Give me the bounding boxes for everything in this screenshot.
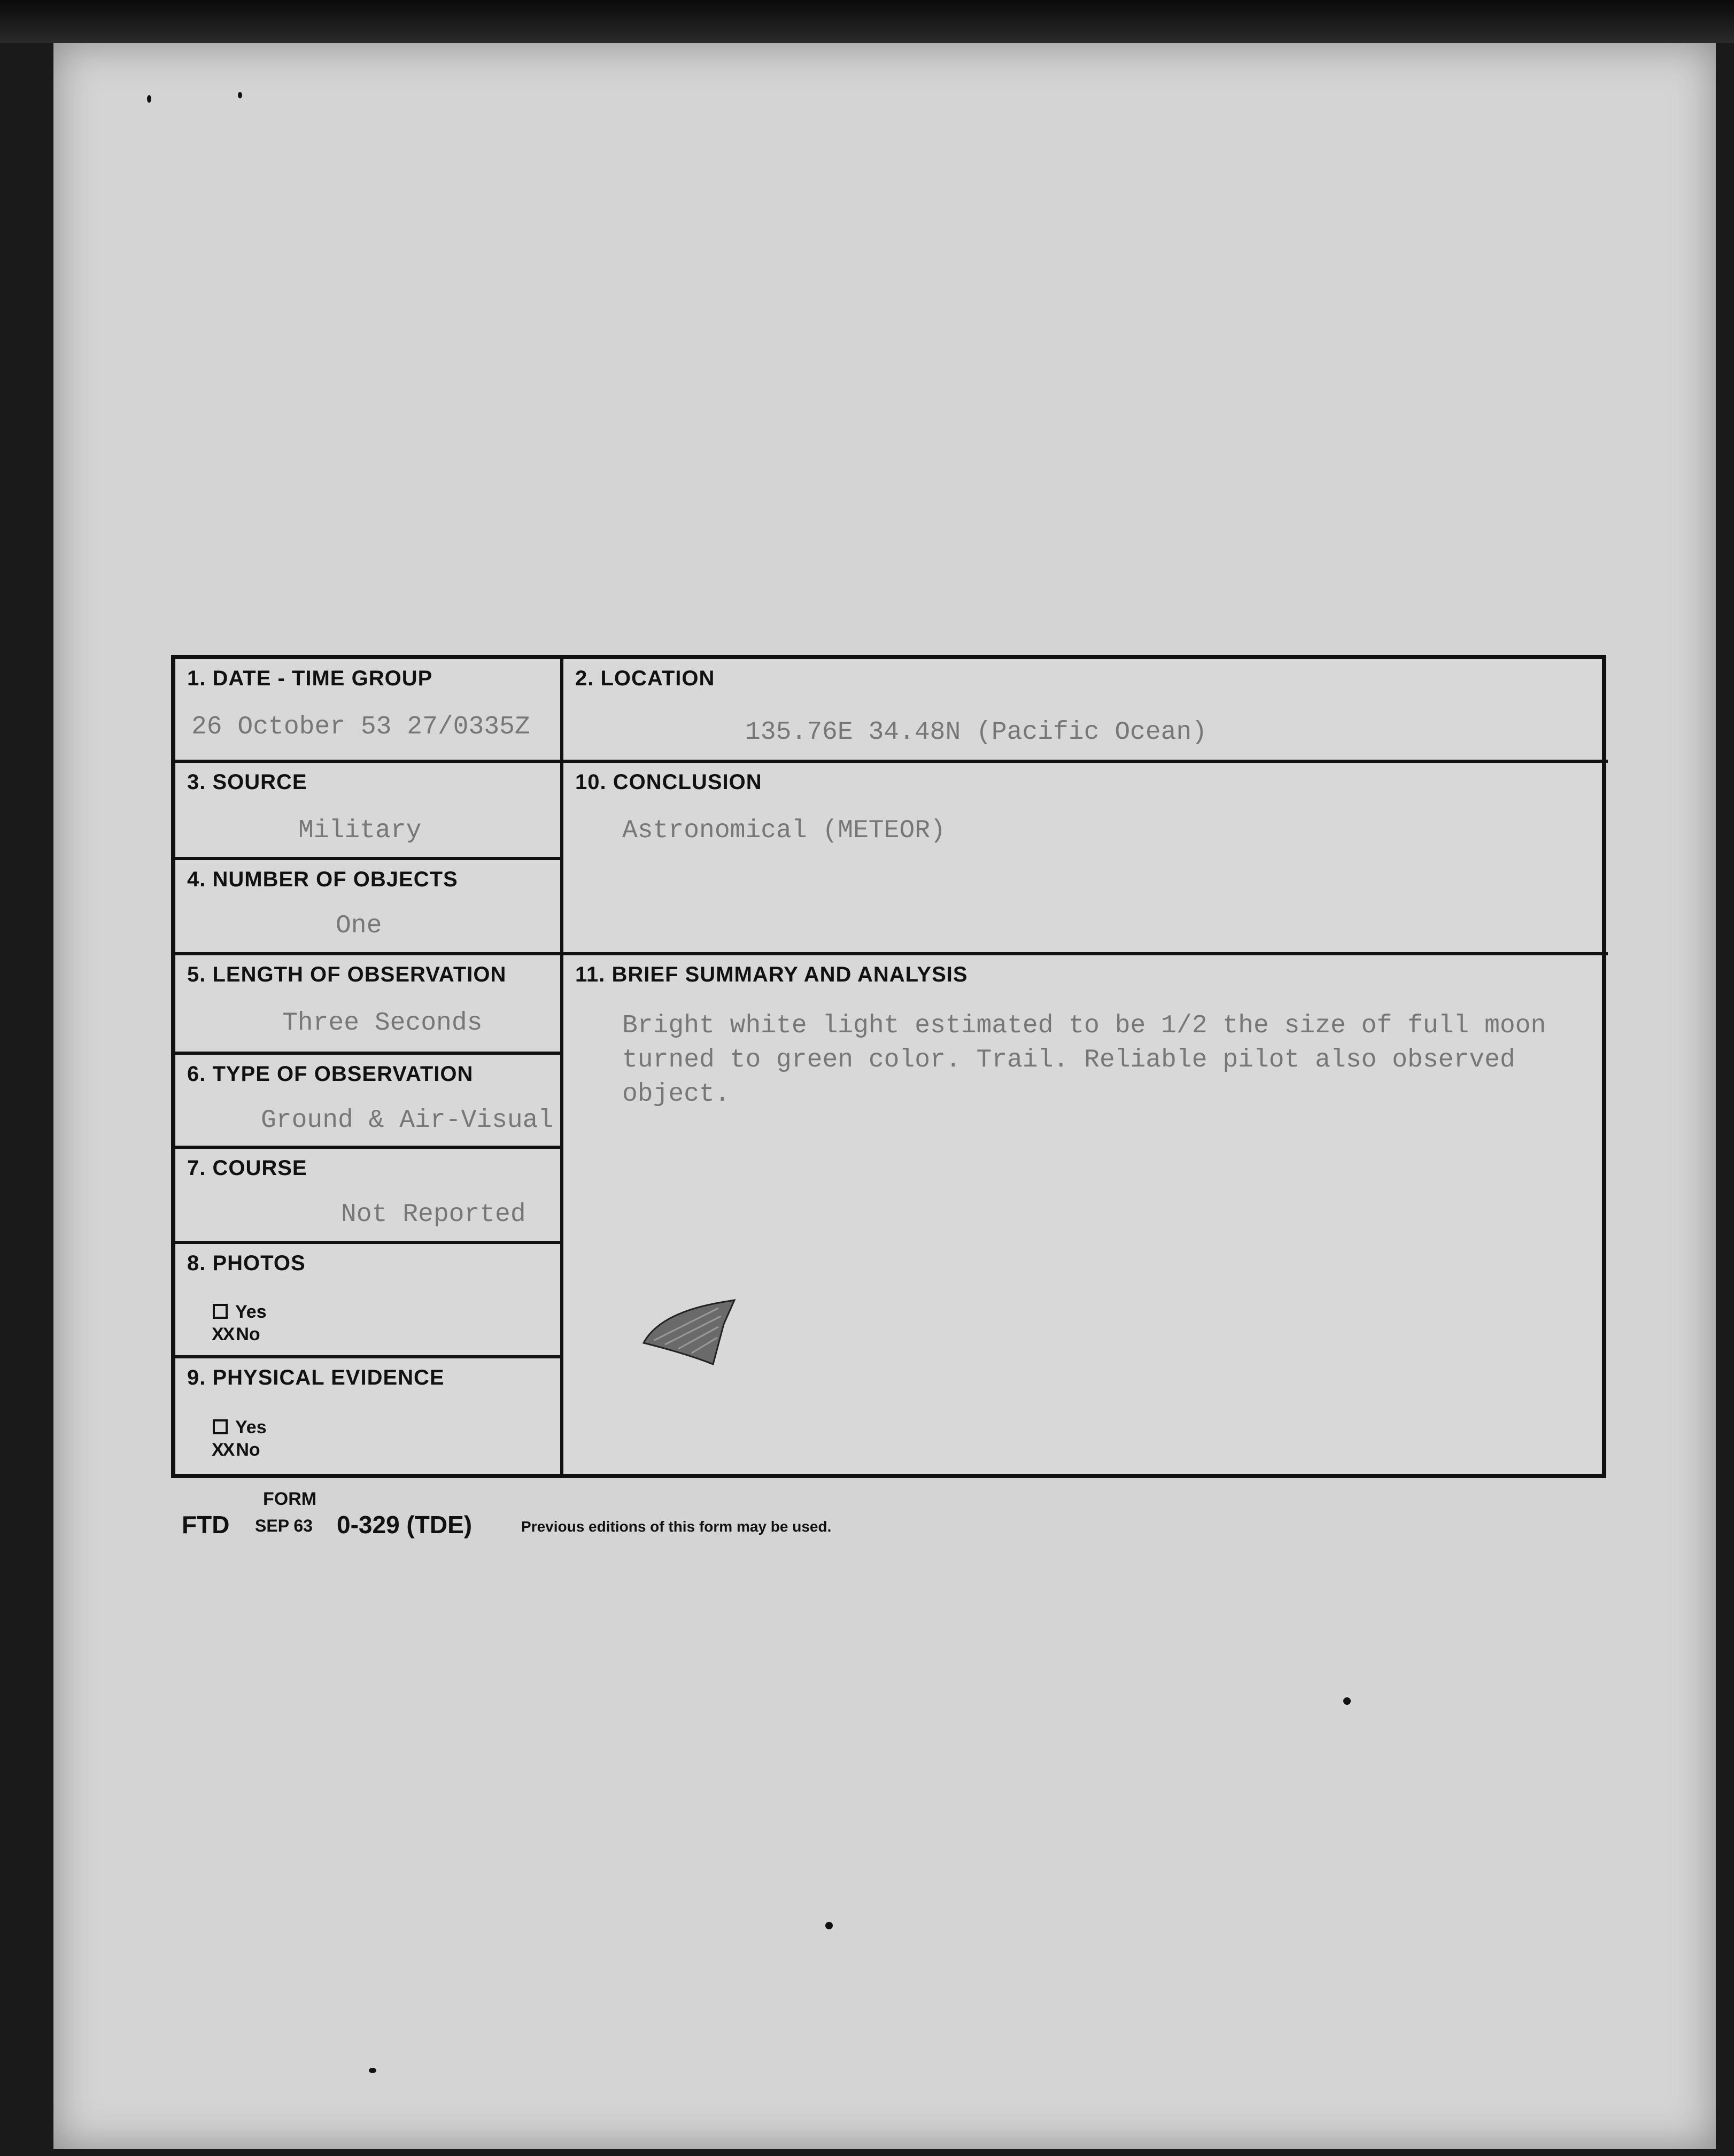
number-of-objects-label: 4. NUMBER OF OBJECTS (187, 868, 458, 891)
length-cell (175, 955, 560, 1052)
footer-form-number: 0-329 (TDE) (337, 1511, 473, 1539)
summary-label: 11. BRIEF SUMMARY AND ANALYSIS (575, 963, 968, 986)
footer-sep: SEP 63 (255, 1516, 313, 1535)
course-value: Not Reported (341, 1200, 526, 1229)
date-time-value: 26 October 53 27/0335Z (191, 713, 530, 741)
type-of-observation-label: 6. TYPE OF OBSERVATION (187, 1062, 474, 1086)
physical-evidence-cell (175, 1358, 560, 1478)
scan-speck (238, 92, 242, 98)
summary-value: Bright white light estimated to be 1/2 the size of full moon turned to green color. Trail. Reliable pilot also observed object. (622, 1011, 1546, 1109)
footer-form-word: FORM (263, 1489, 317, 1509)
type-of-observation-value: Ground & Air-Visual (261, 1106, 554, 1135)
type-of-observation-cell (175, 1055, 560, 1146)
course-cell (175, 1149, 560, 1241)
source-label: 3. SOURCE (187, 770, 307, 794)
checkbox-checked-icon: XX (212, 1324, 234, 1344)
physical-yes-label: Yes (235, 1417, 267, 1438)
photos-cell (175, 1244, 560, 1355)
date-time-cell (175, 659, 560, 760)
project-card-form (171, 655, 1606, 1478)
photos-no-option (212, 1324, 260, 1345)
photos-no-label: No (236, 1324, 260, 1344)
source-cell (175, 763, 560, 857)
scan-speck (825, 1922, 833, 1929)
scan-speck (369, 2068, 376, 2073)
length-label: 5. LENGTH OF OBSERVATION (187, 963, 507, 986)
physical-no-label: No (236, 1440, 260, 1460)
course-label: 7. COURSE (187, 1156, 307, 1180)
conclusion-cell (563, 763, 1606, 952)
location-cell (563, 659, 1606, 760)
checkbox-empty-icon (213, 1419, 228, 1434)
scan-speck (1343, 1697, 1351, 1705)
number-of-objects-cell (175, 860, 560, 952)
footer-note: Previous editions of this form may be used. (521, 1518, 832, 1535)
checkbox-empty-icon (213, 1304, 228, 1319)
photos-yes-option (213, 1302, 267, 1323)
number-of-objects-value: One (336, 911, 382, 940)
photos-label: 8. PHOTOS (187, 1251, 306, 1275)
checkbox-checked-icon: XX (212, 1440, 234, 1460)
physical-evidence-label: 9. PHYSICAL EVIDENCE (187, 1366, 445, 1389)
scan-top-border (0, 0, 1734, 43)
location-label: 2. LOCATION (575, 667, 715, 690)
redaction-mark (638, 1292, 745, 1378)
source-value: Military (298, 816, 422, 845)
conclusion-label: 10. CONCLUSION (575, 770, 762, 794)
physical-no-option (212, 1440, 260, 1460)
date-time-label: 1. DATE - TIME GROUP (187, 667, 433, 690)
location-value: 135.76E 34.48N (Pacific Ocean) (745, 718, 1207, 747)
conclusion-value: Astronomical (METEOR) (622, 816, 946, 845)
physical-yes-option (213, 1417, 267, 1438)
photos-yes-label: Yes (235, 1302, 267, 1322)
scan-speck (147, 95, 151, 103)
footer-ftd: FTD (182, 1511, 230, 1539)
length-value: Three Seconds (282, 1009, 483, 1038)
summary-cell (563, 955, 1606, 1478)
